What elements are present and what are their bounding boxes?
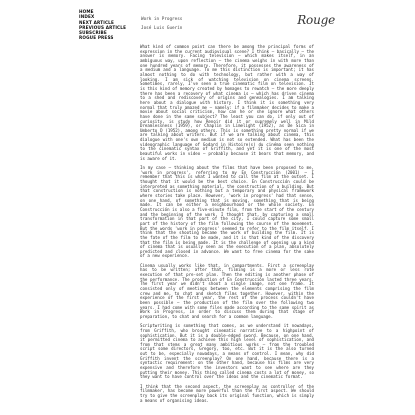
article-paragraph: Cinema usually works like that, in compartments. First a screenplay has to be written; after that, filming is a more or less rote execution of that pre-set plan. Then the editing is another phase of the performance. The production of En Construcción lasted three years. The first year we didn't shoot a single image, not one frame. It consisted only of meetings between the elements comprising the film crew and me, to chat and sketch films together. However, within the experience of the first year, the rest of the process couldn't have been possible – the production of the film over the following two years. I had come with some files made according to the same spirit as Work in Progress, in order to discuss them during that stage of preparation, to chat and search for a common language. xyxy=(140,262,314,319)
nav-rogue-press[interactable]: ROGUE PRESS xyxy=(79,35,114,41)
nav-home[interactable]: HOME xyxy=(79,9,94,14)
nav-subscribe[interactable]: SUBSCRIBE xyxy=(79,30,107,36)
nav-index[interactable]: INDEX xyxy=(79,14,95,20)
nav-next-article[interactable]: NEXT ARTICLE xyxy=(79,19,115,25)
article-body xyxy=(140,45,314,408)
main-nav xyxy=(79,9,126,41)
article-paragraph: Scriptwriting is something that comes, as we understand it nowadays, from Griffith, who brought cinematic narrative to a highpoint of sophistication. But it is a double-edged sword. Because, on one hand, it permitted cinema to achieve this high level of sophistication, and from that stems a great many ambitious works – from the troubled script some directors, Gregory, too, etc. But it is the also turned out to be, especially nowadays, a means of control. I mean, why did Griffith invent the screenplay? On one hand, because there is a syntactic requirement: on the other hand, because his films are very expensive and therefore the investors want to see where are they putting their money. This thing called cinema costs a lot of money, so they want to have control over the ideas and the cinematic format. xyxy=(140,323,314,380)
section-title: Work in Progress xyxy=(141,17,183,22)
nav-previous-article[interactable]: PREVIOUS ARTICLE xyxy=(79,24,127,30)
site-logo[interactable]: Rouge xyxy=(297,13,335,27)
article-paragraph: I think that the second aspect, the screenplay as controller of the filmmaker, has become more powerful than the first aspect. We should try to give the screenplay back its original function, which is simply a means of organising ideas. xyxy=(140,383,314,403)
article-paragraph: In my case – thinking about the films that have been proposed to me, 'work in progress', referring to my En Construcción (2001) – I remember that this is what I wanted to call the film at the outset. I thought that it would be the best choice. En Construcción could be interpreted as something material, the construction of a building. But that construction is nothing but a temporary and physical framework where stories take place. However, 'work in progress' had that sense, on one hand, of something that is moving, something that is being made. It can be either a neighbourhood or the whole society. En Construcción is also a five-minute film, from the start of the century and the beginning of the work. I thought that, by capturing a small transformation in that part of the city, I could capture some small part of the history of the film following the course of the movement. But the words 'work in progress' seemed to refer to the film itself. I think that the shooting became the work of building the film. It is the fate of the film to be made, and it is that kind of the discovery that the film is being made. It is the challenge of opening up a kind of cinema that is usually seen as the execution of a plan, absolutely predicted and closed in advance. We want to free cinema for the sake of a new experience. xyxy=(140,165,314,259)
article-author-title: José Luis Guerín xyxy=(141,26,183,31)
article-paragraph: What kind of common point can there be among the principal forms of expression in the current audiovisual scene? I think – basically – the answer is memory. Facing television – which makes itself, in an ambiguous way, upon reflection – the cinema weighs in with more than one hundred years of memory. Therefore, it possesses the awareness of a medium and a language. To me this distinction is important; it has almost nothing to do with technology, but rather with a way of looking. I am sick of watching television on cinema screens. Sometimes, rarely, I've seen a true cinematic film on television. It is this kind of memory created by homages to rewatch – the more deeply there has been a recovery of what cinema is – which has driven cinema to a shed and rediscovery of origins and genealogies. I am talking here about a dialogue with history. I think it is something very normal that truly amazed me – namely: if a filmmaker decides to make a movie about social criticism, how can he or she ignore what others have done in the same subject? The least you can do, if only out of curiosity, is study how Renoir did it or supremely well in Mild Dreamlessness (1959), or Chaplin in Limelight (1952), as De Sica in Umberto D (1952), among others. This is something pretty normal if we are talking about writers. But if we are talking about cinema, this dialogue with one's own medium is not so extended. What has been the videographic language of Godard in Histoire(s) du cinéma seen nothing to the cinematic syntax of Griffith, and yet it is one of the most beautiful works in video – probably because it bears that memory, and is aware of it. xyxy=(140,44,314,161)
